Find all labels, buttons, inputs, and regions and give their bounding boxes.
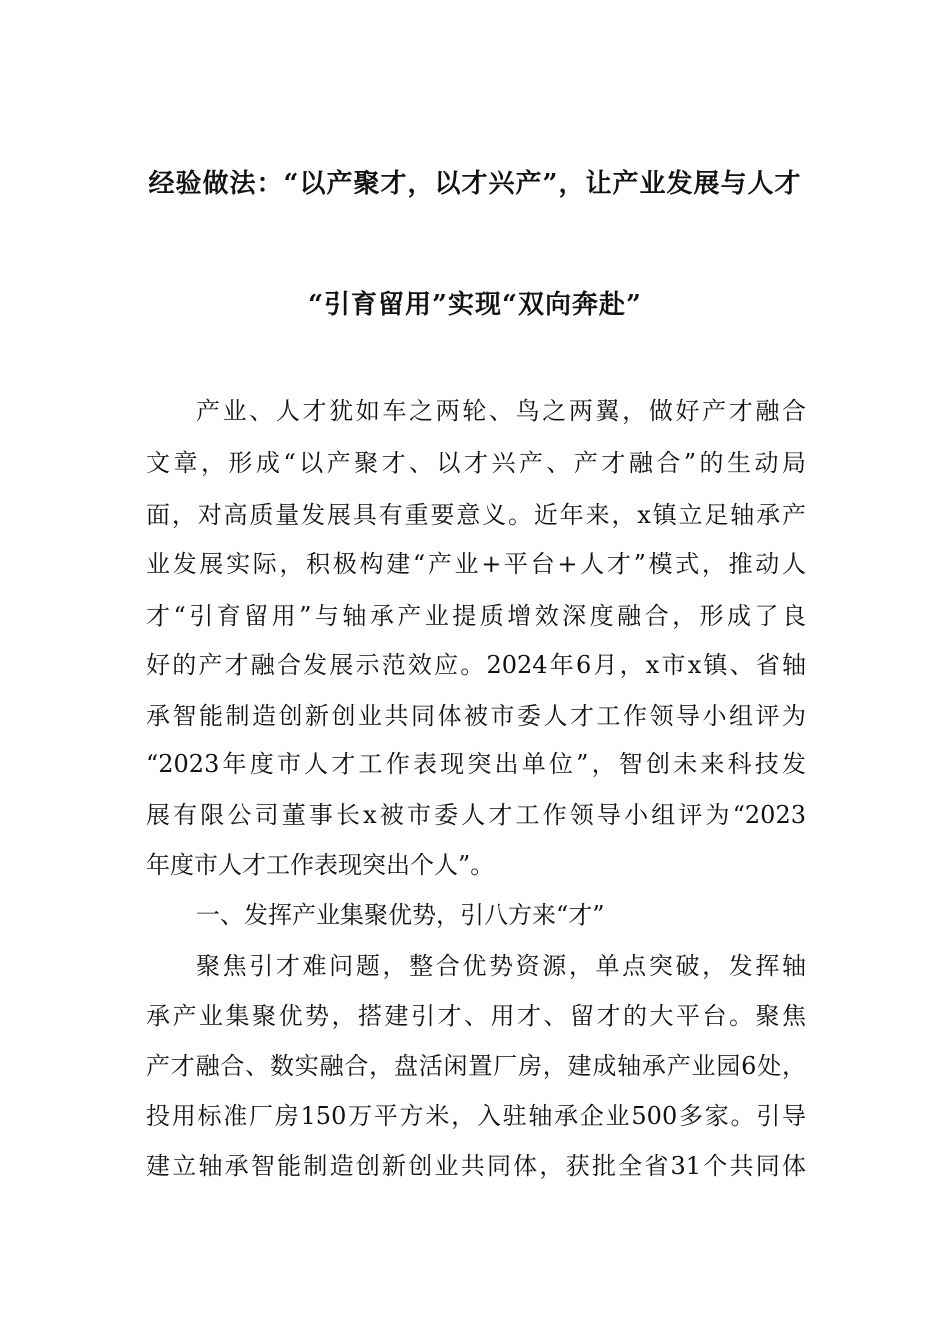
paragraph-line: 建立轴承智能制造创新创业共同体，获批全省31个共同体 (146, 1152, 806, 1180)
section-heading: 一、发挥产业集聚优势，引八方来“才” (196, 901, 605, 929)
paragraph-line: 面，对高质量发展具有重要意义。近年来，x镇立足轴承产 (146, 501, 806, 529)
paragraph-line: 文章，形成“以产聚才、以才兴产、产才融合”的生动局 (146, 449, 806, 477)
paragraph-line: 聚焦引才难问题，整合优势资源，单点突破，发挥轴 (196, 952, 806, 980)
paragraph-line: 年度市人才工作表现突出个人”。 (146, 851, 495, 879)
paragraph-line: 承产业集聚优势，搭建引才、用才、留才的大平台。聚焦 (146, 1002, 806, 1030)
paragraph-line: 业发展实际，积极构建“产业+平台+人才”模式，推动人 (146, 550, 806, 578)
paragraph-line: 投用标准厂房150万平方米，入驻轴承企业500多家。引导 (146, 1102, 806, 1130)
document-title-line-1: 经验做法：“以产聚才，以才兴产”，让产业发展与人才 (148, 169, 802, 199)
paragraph-line: 承智能制造创新创业共同体被市委人才工作领导小组评为 (146, 702, 806, 730)
paragraph-line: 好的产才融合发展示范效应。2024年6月，x市x镇、省轴 (146, 651, 806, 679)
paragraph-line: 产才融合、数实融合，盘活闲置厂房，建成轴承产业园6处， (146, 1052, 806, 1080)
paragraph-line: “2023年度市人才工作表现突出单位”，智创未来科技发 (146, 750, 806, 778)
paragraph-line: 产业、人才犹如车之两轮、鸟之两翼，做好产才融合 (196, 397, 806, 425)
paragraph-line: 才“引育留用”与轴承产业提质增效深度融合，形成了良 (146, 602, 806, 630)
document-title-line-2: “引育留用”实现“双向奔赴” (308, 290, 642, 320)
paragraph-line: 展有限公司董事长x被市委人才工作领导小组评为“2023 (146, 801, 806, 829)
